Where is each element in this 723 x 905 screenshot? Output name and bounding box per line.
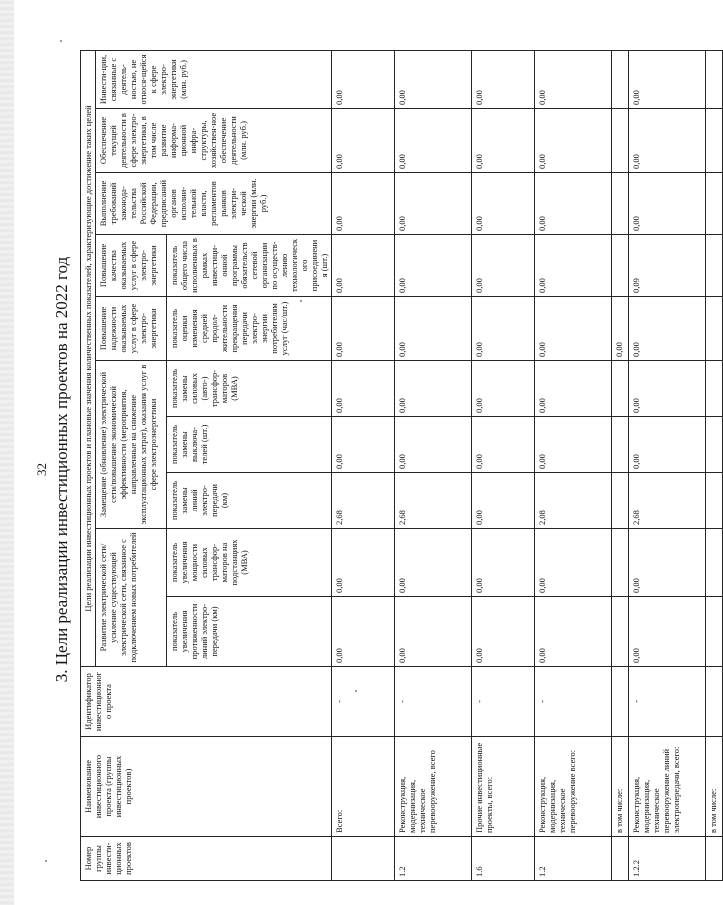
row-value-cell: 0,00	[472, 473, 535, 529]
row-id-cell	[706, 667, 723, 737]
row-value-cell: 0,00	[629, 597, 706, 667]
row-value-cell: 0,00	[472, 235, 535, 297]
row-value-cell: 0,00	[472, 297, 535, 361]
row-id-cell: -	[472, 667, 535, 737]
row-name-cell: в том числе:	[612, 737, 629, 837]
row-number-cell	[612, 837, 629, 881]
row-value-cell: 0,00	[472, 417, 535, 473]
row-value-cell	[612, 109, 629, 173]
row-value-cell: 0,00	[332, 50, 395, 108]
header-goals: Цели реализации инвестиционных проектов и плановые значения количественных показателей, характеризующие достижение таких целей	[81, 50, 96, 666]
row-value-cell: 0,00	[535, 173, 612, 235]
row-value-cell: 0,00	[395, 361, 472, 417]
row-value-cell: 0,00	[629, 417, 706, 473]
row-value-cell: 0,00	[332, 109, 395, 173]
rotated-sheet	[28, 42, 719, 897]
row-value-cell: 0,00	[395, 50, 472, 108]
row-value-cell	[612, 361, 629, 417]
table-header-row	[81, 50, 96, 880]
row-id-cell: -	[332, 667, 395, 737]
row-value-cell: 0,00	[629, 109, 706, 173]
row-value-cell: 0,00	[395, 529, 472, 597]
header-transformers-replacement: показатель замены силовых (авто-) трансфор-маторов (МВА)	[167, 361, 332, 417]
row-value-cell: 0,00	[395, 417, 472, 473]
row-number-cell: 1.2	[395, 837, 472, 881]
row-value-cell: 0,00	[535, 235, 612, 297]
row-value-cell	[706, 417, 723, 473]
row-value-cell: 0,09	[629, 235, 706, 297]
header-capacity-growth: показатель увеличения мощности силовых трансфор-маторов на подстанциях (МВА)	[167, 529, 332, 597]
row-value-cell: 0,00	[395, 597, 472, 667]
header-switches-replacement: показатель замены выключа-телей (шт.)	[167, 417, 332, 473]
row-value-cell	[706, 109, 723, 173]
row-id-cell: -	[535, 667, 612, 737]
row-value-cell: 0,00	[629, 529, 706, 597]
row-id-cell: -	[629, 667, 706, 737]
table-row	[535, 50, 612, 880]
header-reliability: Повышение надежности оказываемых услуг в сфере электро-энергетики	[96, 297, 167, 361]
header-group-number: Номер группы инвести-ционных проектов	[81, 837, 332, 881]
row-value-cell	[706, 361, 723, 417]
row-value-cell: 0,00	[395, 235, 472, 297]
header-lines-replacement: показатель замены линий электро-передачи (км)	[167, 473, 332, 529]
row-value-cell: 0,00	[332, 297, 395, 361]
row-value-cell: 2,68	[332, 473, 395, 529]
row-value-cell: 0,00	[629, 50, 706, 108]
row-value-cell: 0,00	[395, 173, 472, 235]
header-outage-duration: показатель оценки изменения средней продол-жительности прекращения передачи электро-энергии потребителям услуг (час/шт.)	[167, 297, 332, 361]
scan-edge-shadow	[0, 0, 14, 905]
row-name-cell: в том числе:	[706, 737, 723, 837]
row-id-cell: -	[395, 667, 472, 737]
row-value-cell: 0,00	[472, 50, 535, 108]
row-value-cell	[612, 417, 629, 473]
header-service-quality: Повышение качества оказываемых услуг в сфере электро-энергетики	[96, 235, 167, 297]
row-value-cell: 0,00	[472, 597, 535, 667]
document-title: 3. Цели реализации инвестиционных проектов на 2022 год	[52, 256, 71, 683]
row-value-cell: 2,08	[535, 473, 612, 529]
row-value-cell	[612, 473, 629, 529]
row-value-cell	[706, 473, 723, 529]
row-value-cell	[612, 173, 629, 235]
row-value-cell	[706, 173, 723, 235]
row-value-cell: 0,00	[395, 109, 472, 173]
row-value-cell	[612, 235, 629, 297]
table-row	[472, 50, 535, 880]
row-value-cell	[706, 235, 723, 297]
table-row	[332, 50, 395, 880]
row-number-cell: 1.6	[472, 837, 535, 881]
header-project-id: Идентификатор инвестиционного проекта	[81, 667, 332, 737]
row-value-cell: 0,00	[535, 50, 612, 108]
row-name-cell: Прочие инвестиционные проекты, всего:	[472, 737, 535, 837]
header-network-replacement: Замещение (обновление) электрической сети/повышение экономической эффективности (мероприятия, направленные на снижение эксплуатационных затрат), оказания услуг в сфере электроэнергетики	[96, 361, 167, 529]
row-value-cell: 0,00	[629, 297, 706, 361]
row-value-cell	[612, 529, 629, 597]
row-value-cell: 0,00	[332, 529, 395, 597]
investment-goals-table	[80, 50, 723, 881]
row-value-cell: 0,00	[535, 361, 612, 417]
row-value-cell	[706, 50, 723, 108]
header-network-development: Развитие электрической сети/усиление существующей электрической сети, связанное с подключением новых потребителей	[96, 529, 167, 667]
table-row	[629, 50, 706, 880]
row-name-cell: Всего:	[332, 737, 395, 837]
header-legal-requirements: Выполнение требований законода-тельства Российской Федерации, предписаний органов исполни-тельной власти, регламентов рынков электри-ческой энергии (млн. руб.)	[96, 173, 332, 235]
row-value-cell: 0,00	[612, 297, 629, 361]
header-current-activity: Обеспечение текущей деятельности в сфере электро-энергетики, в том числе развитие информа-ционной инфра-структуры, хозяйствен-ное обеспечение деятельности (млн. руб.)	[96, 109, 332, 173]
row-value-cell	[612, 50, 629, 108]
row-name-cell: Реконструкция, модернизация, техническое перевооружение всего:	[535, 737, 612, 837]
row-value-cell: 0,00	[472, 109, 535, 173]
row-value-cell: 2,68	[629, 473, 706, 529]
row-number-cell	[332, 837, 395, 881]
row-name-cell: Реконструкция, модернизация, техническое перевооружение, всего	[395, 737, 472, 837]
row-value-cell: 0,00	[535, 417, 612, 473]
row-number-cell: 1.2.2	[629, 837, 706, 881]
row-value-cell: 0,00	[472, 529, 535, 597]
row-value-cell: 0,00	[629, 173, 706, 235]
row-value-cell	[612, 597, 629, 667]
row-value-cell: 0,00	[535, 297, 612, 361]
row-value-cell: 0,00	[535, 597, 612, 667]
table-row	[612, 50, 629, 880]
row-value-cell: 0,00	[332, 361, 395, 417]
row-value-cell: 2,68	[395, 473, 472, 529]
row-number-cell	[706, 837, 723, 881]
row-value-cell: 0,00	[332, 597, 395, 667]
row-id-cell	[612, 667, 629, 737]
row-value-cell: 0,00	[472, 361, 535, 417]
header-other-investments: Инвести-ции, связанные с деятель-ностью, не относя-щейся к сфере электро-энергетики (млн. руб.)	[96, 50, 332, 108]
header-project-name: Наименование инвестиционного проекта (группы инвестиционных проектов)	[81, 737, 332, 837]
table-row	[395, 50, 472, 880]
header-lines-growth: показатель увеличения протяженности линий электро-передачи (км)	[167, 597, 332, 667]
row-value-cell: 0,00	[332, 235, 395, 297]
table-row	[706, 50, 723, 880]
row-number-cell: 1.2	[535, 837, 612, 881]
header-connection-obligations: показатель общего числа исполненных в рамках инвестици-онной программы обязательств сетевой организации по осуществ-лению технологического присоединения (шт.)	[167, 235, 332, 297]
row-value-cell	[706, 297, 723, 361]
row-value-cell	[706, 597, 723, 667]
row-value-cell	[706, 529, 723, 597]
row-value-cell: 0,00	[535, 109, 612, 173]
row-name-cell: Реконструкция, модернизация, техническое перевооружение линий электропередачи, всего:	[629, 737, 706, 837]
row-value-cell: 0,00	[472, 173, 535, 235]
row-value-cell: 0,00	[535, 529, 612, 597]
row-value-cell: 0,00	[332, 173, 395, 235]
row-value-cell: 0,00	[332, 417, 395, 473]
row-value-cell: 0,00	[395, 297, 472, 361]
row-value-cell: 0,00	[629, 361, 706, 417]
page-number: 32	[34, 463, 49, 476]
